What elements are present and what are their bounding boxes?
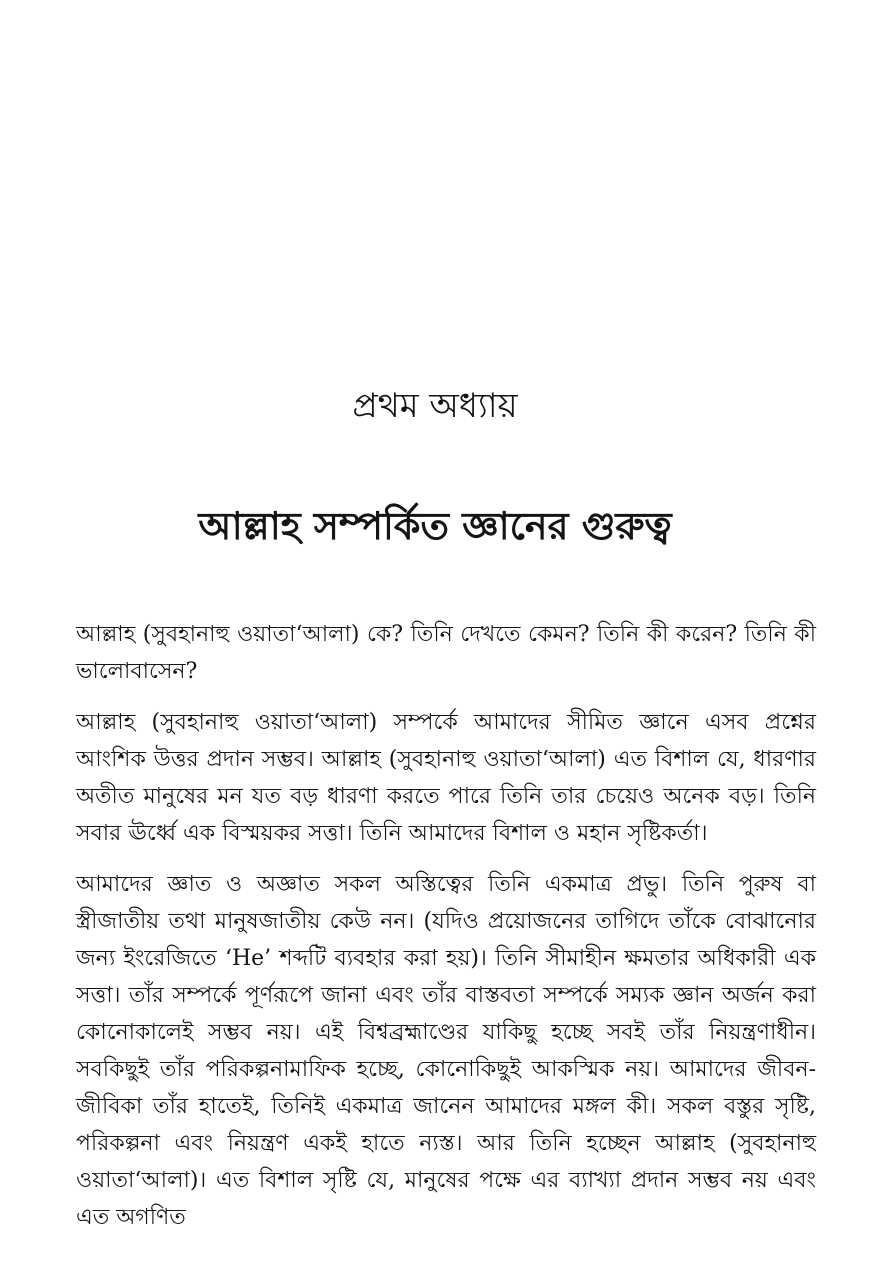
chapter-title-heading: আল্লাহ সম্পর্কিত জ্ঞানের গুরুত্ব <box>198 503 672 548</box>
paragraph-1: আল্লাহ (সুবহানাহু ওয়াতা‘আলা) কে? তিনি দেখতে কেমন? তিনি কী করেন? তিনি কী ভালোবাসেন? <box>76 622 816 684</box>
chapter-number-heading: প্রথম অধ্যায় <box>352 386 518 426</box>
paragraph-2: আল্লাহ (সুবহানাহু ওয়াতা‘আলা) সম্পর্কে আমাদের সীমিত জ্ঞানে এসব প্রশ্নের আংশিক উত্তর প্রদান সম্ভব। আল্লাহ (সুবহানাহু ওয়াতা‘আলা) এত বিশাল যে, ধারণার অতীত মানুষের মন যত বড় ধারণা করতে পারে তিনি তার চেয়েও অনেক বড়। তিনি সবার ঊর্ধ্বে এক বিস্ময়কর সত্তা। তিনি আমাদের বিশাল ও মহান সৃষ্টিকর্তা। <box>76 710 816 846</box>
paragraph-3: আমাদের জ্ঞাত ও অজ্ঞাত সকল অস্তিত্বের তিনি একমাত্র প্রভু। তিনি পুরুষ বা স্ত্রীজাতীয় তথা মানুষজাতীয় কেউ নন। (যদিও প্রয়োজনের তাগিদে তাঁকে বোঝানোর জন্য ইংরেজিতে ‘He’ শব্দটি ব্যবহার করা হয়)। তিনি সীমাহীন ক্ষমতার অধিকারী এক সত্তা। তাঁর সম্পর্কে পূর্ণরূপে জানা এবং তাঁর বাস্তবতা সম্পর্কে সম্যক জ্ঞান অর্জন করা কোনোকালেই সম্ভব নয়। এই বিশ্বব্রহ্মাণ্ডের যাকিছু হচ্ছে সবই তাঁর নিয়ন্ত্রণাধীন। সবকিছুই তাঁর পরিকল্পনামাফিক হচ্ছে, কোনোকিছুই আকস্মিক নয়। আমাদের জীবন-জীবিকা তাঁর হাতেই, তিনিই একমাত্র জানেন আমাদের মঙ্গল কী। সকল বস্তুর সৃষ্টি, পরিকল্পনা এবং নিয়ন্ত্রণ একই হাতে ন্যস্ত। আর তিনি হচ্ছেন আল্লাহ (সুবহানাহু ওয়াতা‘আলা)। এত বিশাল সৃষ্টি যে, মানুষের পক্ষে এর ব্যাখ্যা প্রদান সম্ভব নয় এবং এত অগণিত <box>76 872 816 1230</box>
body-text <box>76 616 816 1250</box>
